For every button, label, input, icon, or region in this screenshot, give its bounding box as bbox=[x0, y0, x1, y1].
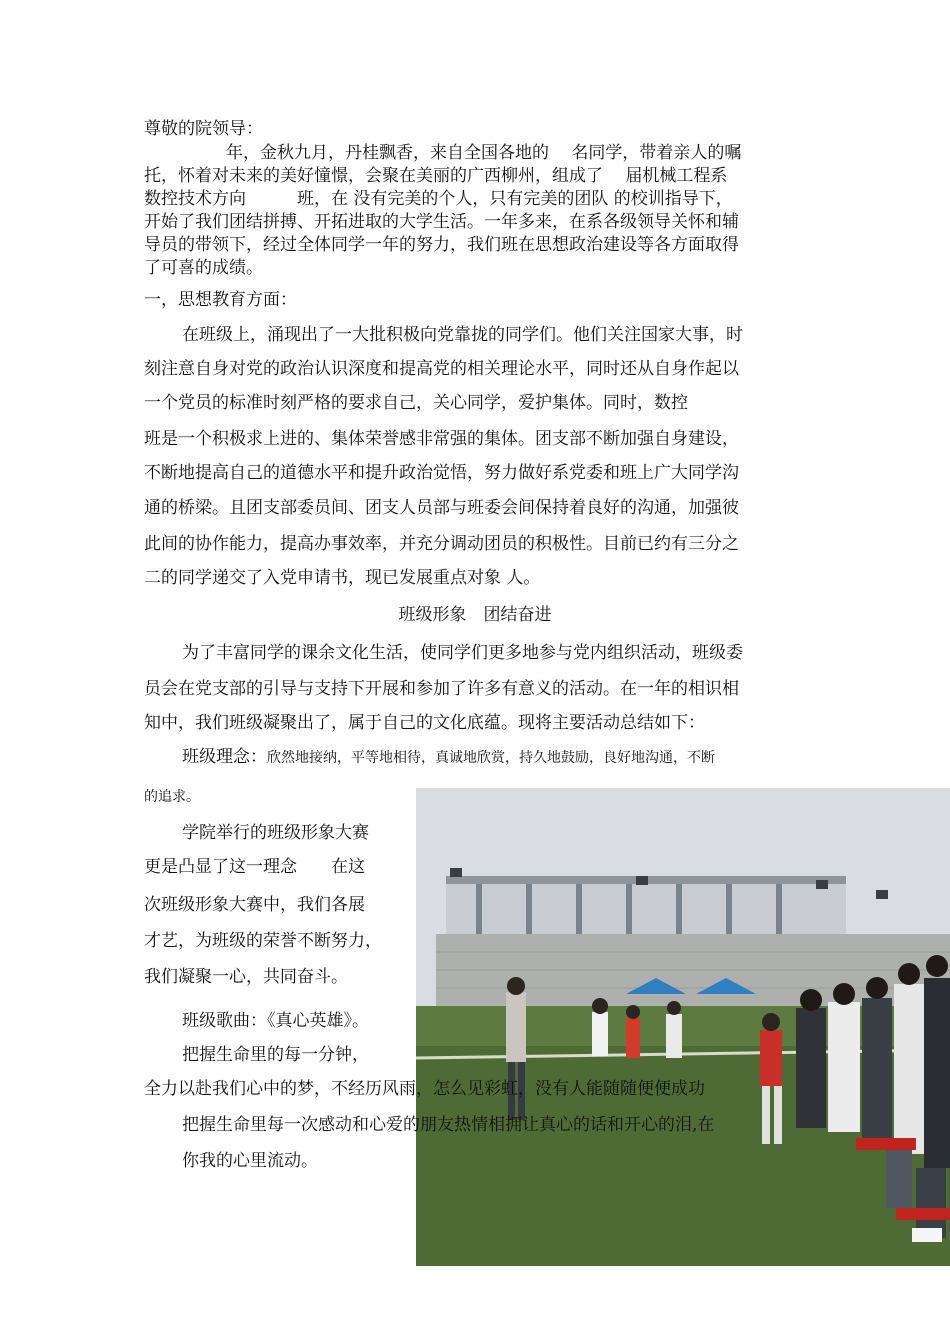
lyrics-line: 把握生命里的每一分钟， bbox=[182, 1045, 369, 1065]
section1-line: 此间的协作能力，提高办事效率，并充分调动团员的积极性。目前已约有三分之 bbox=[144, 534, 739, 554]
lyrics-line: 你我的心里流动。 bbox=[182, 1151, 318, 1171]
section1-line: 刻注意自身对党的政治认识深度和提高党的相关理论水平，同时还从自身作起以 bbox=[144, 359, 739, 379]
class-philosophy bbox=[182, 746, 715, 769]
intro-line: 了可喜的成绩。 bbox=[144, 258, 263, 278]
intro-line: 年，金秋九月，丹桂飘香，来自全国各地的 名同学，带着亲人的嘱 bbox=[226, 143, 742, 163]
section1-line: 通的桥梁。且团支部委员间、团支人员部与班委会间保持着良好的沟通，加强彼 bbox=[144, 498, 739, 518]
section1-line: 不断地提高自己的道德水平和提升政治觉悟，努力做好系党委和班上广大同学沟 bbox=[144, 463, 739, 483]
section2-title: 班级形象 团结奋进 bbox=[398, 605, 552, 625]
class-song: 班级歌曲：《真心英雄》。 bbox=[182, 1011, 369, 1031]
section1-line: 在班级上，涌现出了一大批积极向党靠拢的同学们。他们关注国家大事，时 bbox=[182, 325, 743, 345]
philosophy-label: 班级理念： bbox=[182, 747, 267, 767]
intro-line: 导员的带领下，经过全体同学一年的努力，我们班在思想政治建设等各方面取得 bbox=[144, 235, 739, 255]
section1-line: 班是一个积极求上进的、集体荣誉感非常强的集体。团支部不断加强自身建设， bbox=[144, 429, 739, 449]
section1-line: 二的同学递交了入党申请书，现已发展重点对象 人。 bbox=[144, 568, 541, 588]
lyrics-line: 把握生命里每一次感动和心爱的朋友热情相拥让真心的话和开心的泪,在 bbox=[182, 1115, 715, 1135]
intro-line: 开始了我们团结拼搏、开拓进取的大学生活。一年多来，在系各级领导关怀和辅 bbox=[144, 212, 739, 232]
contest-line: 学院举行的班级形象大赛 bbox=[182, 823, 369, 843]
class-activity-photo bbox=[416, 788, 950, 1266]
philosophy-text: 欣然地接纳，平等地相待，真诚地欣赏，持久地鼓励，良好地沟通，不断 bbox=[267, 750, 715, 766]
section2-line: 员会在党支部的引导与支持下开展和参加了许多有意义的活动。在一年的相识相 bbox=[144, 679, 739, 699]
salutation: 尊敬的院领导： bbox=[144, 119, 263, 139]
contest-line: 我们凝聚一心，共同奋斗。 bbox=[144, 967, 348, 987]
contest-line: 才艺，为班级的荣誉不断努力， bbox=[144, 931, 382, 951]
contest-line: 次班级形象大赛中，我们各展 bbox=[144, 895, 365, 915]
section1-line: 一个党员的标准时刻严格的要求自己，关心同学，爱护集体。同时，数控 bbox=[144, 393, 688, 413]
intro-line: 托，怀着对未来的美好憧憬，会聚在美丽的广西柳州，组成了 届机械工程系 bbox=[144, 166, 728, 186]
intro-line: 数控技术方向 班，在 没有完美的个人，只有完美的团队 的校训指导下， bbox=[144, 189, 733, 209]
philosophy-tail: 的追求。 bbox=[144, 789, 200, 805]
section2-line: 为了丰富同学的课余文化生活，使同学们更多地参与党内组织活动，班级委 bbox=[182, 643, 743, 663]
lyrics-line: 全力以赴我们心中的梦，不经历风雨，怎么见彩虹，没有人能随随便便成功 bbox=[144, 1079, 705, 1099]
contest-line: 更是凸显了这一理念 在这 bbox=[144, 857, 365, 877]
section2-line: 知中，我们班级凝聚出了，属于自己的文化底蕴。现将主要活动总结如下： bbox=[144, 713, 705, 733]
section1-heading: 一，思想教育方面： bbox=[144, 290, 297, 310]
